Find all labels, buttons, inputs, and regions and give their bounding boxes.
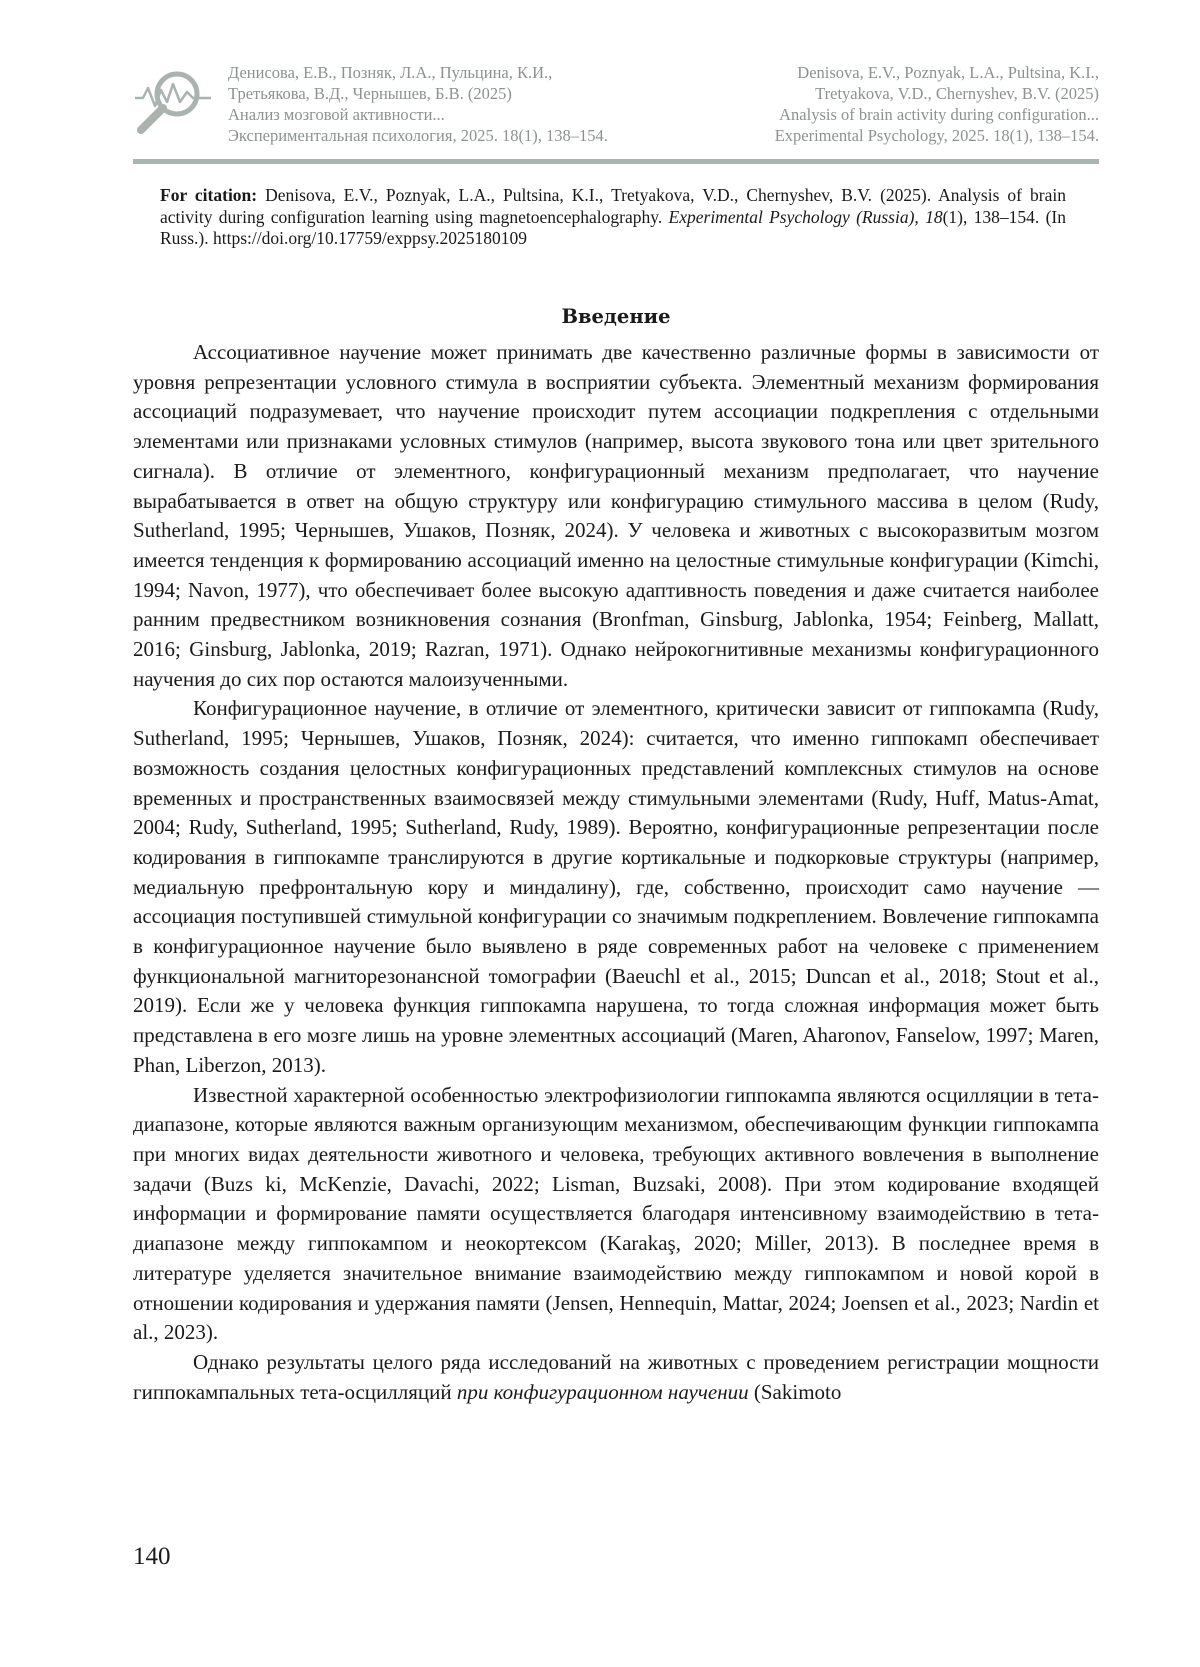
header-ru-line: Экспериментальная психология, 2025. 18(1), 138–154. — [228, 126, 608, 145]
paragraph-italic-text: при конфигурационном научении — [456, 1379, 749, 1404]
header-divider — [133, 159, 1099, 164]
header-en-line: Analysis of brain activity during configuration... — [779, 105, 1099, 124]
paragraph-text-end: (Sakimoto — [748, 1379, 842, 1404]
paragraph: Ассоциативное научение может принимать две качественно различные формы в зависимости от уровня репрезентации условного стимула в восприятии субъекта. Элементный механизм формирования ассоциаций подразумевает, что научение происходит путем ассоциации подкрепления с отдельными элементами или признаками условных стимулов (например, высота звукового тона или цвет зрительного сигнала). В отличие от элементного, конфигурационный механизм предполагает, что научение вырабатывается в ответ на общую структуру или конфигурацию стимульного массива в целом (Rudy, Sutherland, 1995; Чернышев, Ушаков, Позняк, 2024). У человека и животных с высокоразвитым мозгом имеется тенденция к формированию ассоциаций именно на целостные стимульные конфигурации (Kimchi, 1994; Navon, 1977), что обеспечивает более высокую адаптивность поведения и даже считается наиболее ранним предвестником возникновения сознания (Bronfman, Ginsburg, Jablonka, 1954; Feinberg, Mallatt, 2016; Ginsburg, Jablonka, 2019; Razran, 1971). Однако нейрокогнитивные механизмы конфигурационного научения до сих пор остаются малоизученными. — [133, 340, 1099, 691]
header-en-line: Denisova, E.V., Poznyak, L.A., Pultsina, K.I., — [797, 63, 1099, 82]
header-en-line: Tretyakova, V.D., Chernyshev, B.V. (2025) — [815, 84, 1099, 103]
page-number: 140 — [133, 1543, 171, 1570]
paragraph: Известной характерной особенностью электрофизиологии гиппокампа являются осцилляции в тета-диапазоне, которые являются важным организующим механизмом, обеспечивающим функции гиппокампа при многих видах деятельности животного и человека, требующих активного вовлечения в выполнение задачи (Buzs ki, McKenzie, Davachi, 2022; Lisman, Buzsaki, 2008). При этом кодирование входящей информации и формирование памяти осуществляется благодаря интенсивному взаимодействию в тета-диапазоне между гиппокампом и неокортексом (Karakaş, 2020; Miller, 2013). В последнее время в литературе уделяется значительное внимание взаимодействию между гиппокампом и новой корой в отношении кодирования и удержания памяти (Jensen, Hennequin, Mattar, 2024; Joensen et al., 2023; Nardin et al., 2023). — [133, 1082, 1099, 1345]
citation-text-end: (1), 138–154. (In Russ.). https://doi.org/10.17759/exppsy.2025180109 — [160, 206, 1066, 248]
body-text — [133, 338, 1099, 1407]
header-citation-ru — [228, 62, 688, 146]
header-en-line: Experimental Psychology, 2025. 18(1), 138–154. — [774, 126, 1099, 145]
header-ru-line: Денисова, Е.В., Позняк, Л.А., Пульцина, К.И., — [228, 63, 553, 82]
citation-block — [160, 185, 1066, 250]
paragraph-last — [133, 1348, 1099, 1407]
section-heading: Введение — [561, 305, 671, 328]
citation-label: For citation: — [160, 185, 258, 205]
journal-logo-icon — [133, 68, 213, 138]
paragraph-text: Однако результаты целого ряда исследований на животных с проведением регистрации мощности гиппокампальных тета-осцилляций — [133, 1349, 1099, 1404]
header-citation-en — [639, 62, 1099, 146]
header-ru-line: Анализ мозговой активности... — [228, 105, 445, 124]
citation-text: Denisova, E.V., Poznyak, L.A., Pultsina, K.I., Tretyakova, V.D., Chernyshev, B.V. (2025). Analysis of brain activity during configuration learning using magnetoencephalography. — [160, 185, 1066, 227]
citation-journal: Experimental Psychology (Russia), 18 — [668, 206, 943, 227]
paragraph: Конфигурационное научение, в отличие от элементного, критически зависит от гиппокампа (Rudy, Sutherland, 1995; Чернышев, Ушаков, Позняк, 2024): считается, что именно гиппокамп обеспечивает возможность создания целостных конфигурационных представлений комплексных стимулов на основе временных и пространственных взаимосвязей между стимульными элементами (Rudy, Huff, Matus-Amat, 2004; Rudy, Sutherland, 1995; Sutherland, Rudy, 1989). Вероятно, конфигурационные репрезентации после кодирования в гиппокампе транслируются в другие кортикальные и подкорковые структуры (например, медиальную префронтальную кору и миндалину), где, собственно, происходит само научение — ассоциация поступившей стимульной конфигурации со значимым подкреплением. Вовлечение гиппокампа в конфигурационное научение было выявлено в ряде современных работ на человеке с применением функциональной магниторезонансной томографии (Baeuchl et al., 2015; Duncan et al., 2018; Stout et al., 2019). Если же у человека функция гиппокампа нарушена, то тогда сложная информация может быть представлена в его мозге лишь на уровне элементных ассоциаций (Maren, Aharonov, Fanselow, 1997; Maren, Phan, Liberzon, 2013). — [133, 696, 1099, 1077]
header-ru-line: Третьякова, В.Д., Чернышев, Б.В. (2025) — [228, 84, 512, 103]
